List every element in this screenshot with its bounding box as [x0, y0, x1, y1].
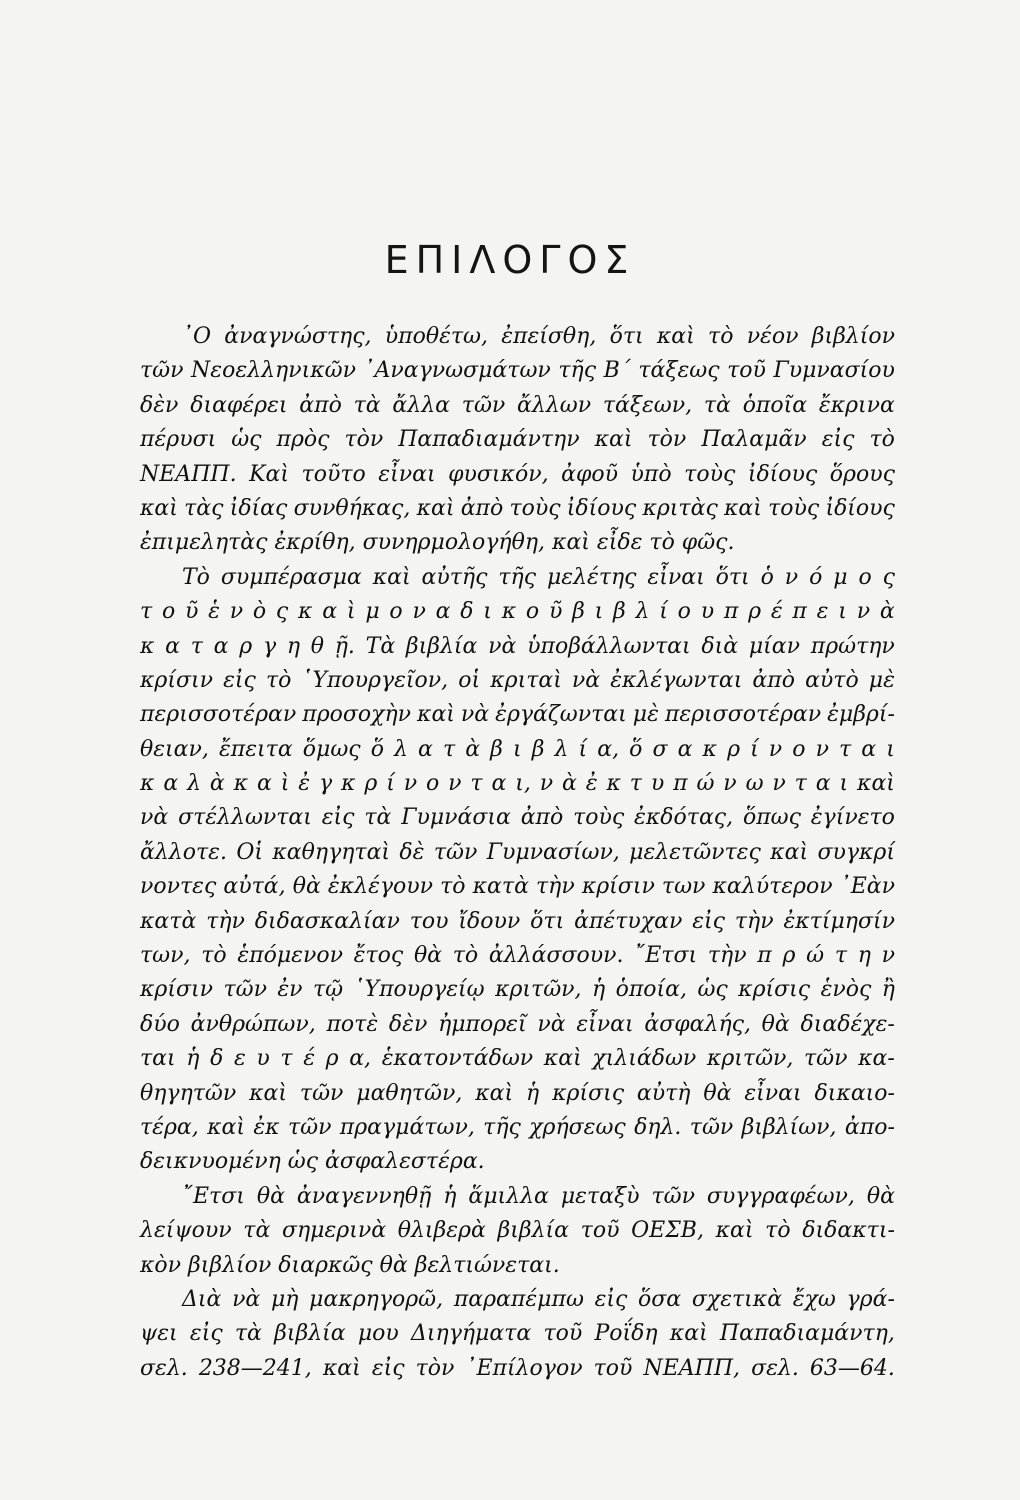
- text-line: κ α τ α ρ γ η θ ῇ. Τὰ βιβλία νὰ ὑποβάλλωνται διὰ μίαν πρώτην: [140, 633, 895, 659]
- text-line: ἄλλοτε. Οἱ καθηγηταὶ δὲ τῶν Γυμνασίων, μελετῶντες καὶ συγκρί: [140, 839, 895, 865]
- text-line: Τὸ συμπέρασμα καὶ αὐτῆς τῆς μελέτης εἶναι ὅτι ὁ ν ό μ ο ς: [182, 564, 895, 590]
- text-line: δεικνυομένη ὡς ἀσφαλεστέρα.: [140, 1149, 485, 1175]
- text-line: περισσοτέραν προσοχὴν καὶ νὰ ἐργάζωνται μὲ περισσοτέραν ἐμβρί-: [140, 702, 895, 728]
- text-line: νοντες αὐτά, θὰ ἐκλέγουν τὸ κατὰ τὴν κρίσιν των καλύτερον ᾿Εὰν: [140, 874, 895, 900]
- text-line: κ α λ ὰ κ α ὶ ἐ γ κ ρ ί ν ο ν τ α ι, ν ὰ ἐ κ τ υ π ώ ν ω ν τ α ι καὶ: [140, 771, 895, 797]
- epilogue-text: [140, 320, 895, 1386]
- text-line: κρίσιν τῶν ἐν τῷ ῾Υπουργείῳ κριτῶν, ἡ ὁποία, ὡς κρίσις ἑνὸς ἢ: [140, 977, 895, 1003]
- text-line: σελ. 238—241, καὶ εἰς τὸν ᾿Επίλογον τοῦ ΝΕΑΠΠ, σελ. 63—64.: [140, 1355, 895, 1381]
- text-line: κατὰ τὴν διδασκαλίαν του ἴδουν ὅτι ἀπέτυχαν εἰς τὴν ἐκτίμησίν: [140, 908, 895, 934]
- text-line: τέρα, καὶ ἐκ τῶν πραγμάτων, τῆς χρήσεως δηλ. τῶν βιβλίων, ἀπο-: [140, 1114, 895, 1140]
- text-line: τ ο ῦ ἑ ν ὸ ς κ α ὶ μ ο ν α δ ι κ ο ῦ β ι β λ ί ο υ π ρ έ π ε ι ν ὰ: [140, 599, 895, 625]
- text-line: τῶν Νεοελληνικῶν ᾿Αναγνωσμάτων τῆς Β΄ τάξεως τοῦ Γυμνασίου: [140, 358, 895, 384]
- text-line: δὲν διαφέρει ἀπὸ τὰ ἄλλα τῶν ἄλλων τάξεων, τὰ ὁποῖα ἔκρινα: [140, 392, 895, 418]
- text-line: πέρυσι ὡς πρὸς τὸν Παπαδιαμάντην καὶ τὸν Παλαμᾶν εἰς τὸ: [140, 427, 895, 453]
- text-line: ΝΕΑΠΠ. Καὶ τοῦτο εἶναι φυσικόν, ἀφοῦ ὑπὸ τοὺς ἰδίους ὅρους: [140, 461, 895, 487]
- text-line: καὶ τὰς ἰδίας συνθήκας, καὶ ἀπὸ τοὺς ἰδίους κριτὰς καὶ τοὺς ἰδίους: [140, 495, 895, 521]
- text-line: λείψουν τὰ σημερινὰ θλιβερὰ βιβλία τοῦ ΟΕΣΒ, καὶ τὸ διδακτι-: [140, 1218, 895, 1244]
- text-line: κρίσιν εἰς τὸ ῾Υπουργεῖον, οἱ κριταὶ νὰ ἐκλέγωνται ἀπὸ αὐτὸ μὲ: [140, 667, 895, 693]
- text-line: ψει εἰς τὰ βιβλία μου Διηγήματα τοῦ Ροΐδη καὶ Παπαδιαμάντη,: [140, 1321, 895, 1347]
- text-line: θηγητῶν καὶ τῶν μαθητῶν, καὶ ἡ κρίσις αὐτὴ θὰ εἶναι δικαιο-: [140, 1080, 895, 1106]
- text-line: ται ἡ δ ε υ τ έ ρ α, ἑκατοντάδων καὶ χιλιάδων κριτῶν, τῶν κα-: [140, 1046, 895, 1072]
- text-line: κὸν βιβλίον διαρκῶς θὰ βελτιώνεται.: [140, 1252, 560, 1278]
- text-line: νὰ στέλλωνται εἰς τὰ Γυμνάσια ἀπὸ τοὺς ἐκδότας, ὅπως ἐγίνετο: [140, 805, 895, 831]
- text-line: θειαν, ἔπειτα ὅμως ὅ λ α τ ὰ β ι β λ ί α, ὅ σ α κ ρ ί ν ο ν τ α ι: [140, 736, 895, 762]
- page-title: ΕΠΙΛΟΓΟΣ: [384, 238, 636, 282]
- text-line: Διὰ νὰ μὴ μακρηγορῶ, παραπέμπω εἰς ὅσα σχετικὰ ἔχω γρά-: [182, 1286, 895, 1312]
- text-line: των, τὸ ἑπόμενον ἔτος θὰ τὸ ἀλλάσσουν. ῎Ετσι τὴν π ρ ώ τ η ν: [140, 943, 895, 969]
- text-line: ᾿Ο ἀναγνώστης, ὑποθέτω, ἐπείσθη, ὅτι καὶ τὸ νέον βιβλίον: [182, 324, 895, 349]
- text-line: ῎Ετσι θὰ ἀναγεννηθῇ ἡ ἅμιλλα μεταξὺ τῶν συγγραφέων, θὰ: [182, 1183, 895, 1209]
- text-line: ἐπιμελητὰς ἐκρίθη, συνηρμολογήθη, καὶ εἶδε τὸ φῶς.: [140, 530, 735, 556]
- text-line: δύο ἀνθρώπων, ποτὲ δὲν ἠμπορεῖ νὰ εἶναι ἀσφαλής, θὰ διαδέχε-: [140, 1011, 895, 1037]
